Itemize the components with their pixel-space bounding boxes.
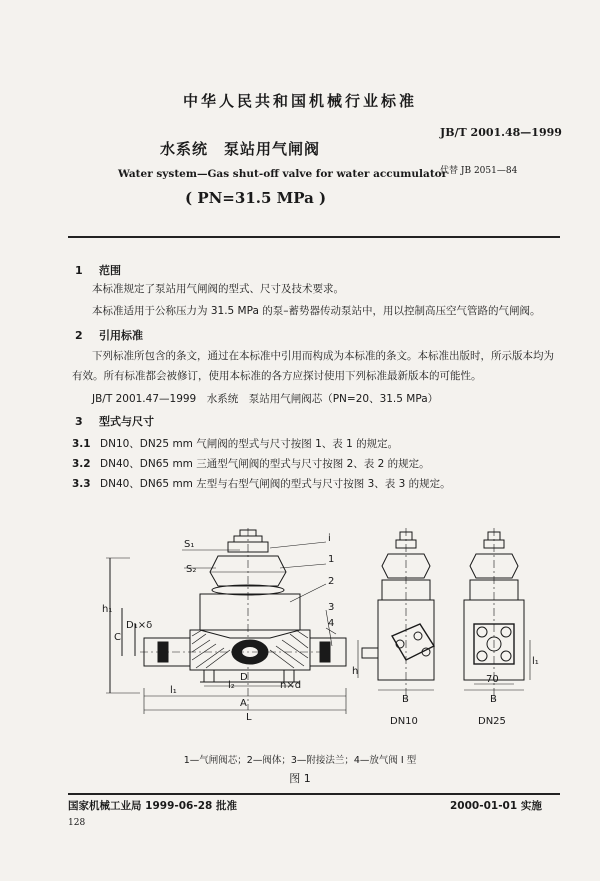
- label-l1: l₁: [170, 685, 177, 696]
- replaces-standard: 代替 JB 2051—84: [440, 166, 518, 176]
- clause-number: 3.1: [72, 438, 91, 450]
- label-dx: D₁×δ: [126, 620, 153, 631]
- label-dn25: DN25: [478, 716, 506, 727]
- label-b-dn10: B: [402, 694, 409, 705]
- label-s1: S₁: [184, 539, 195, 550]
- page-number: 128: [68, 818, 86, 828]
- label-b-dn25: B: [490, 694, 497, 705]
- figure-caption: 1—气闸阀芯；2—阀体；3—附接法兰；4—放气阀 I 型: [183, 755, 417, 766]
- title-english: Water system—Gas shut-off valve for water accumulator: [118, 168, 448, 180]
- section-1-para-2: 本标准适用于公称压力为 31.5 MPa 的泵–蓄势器传动泵站中，用以控制高压空气管路的气闸阀。: [92, 305, 541, 317]
- label-d: D: [240, 672, 248, 683]
- label-3: 3: [328, 602, 335, 613]
- label-a: A: [240, 698, 247, 709]
- section-number: 2: [75, 329, 83, 342]
- label-h1: h₁: [102, 604, 113, 615]
- label-1: 1: [328, 554, 335, 565]
- label-s2: S₂: [186, 564, 197, 575]
- section-2-heading: [75, 327, 143, 343]
- section-number: 3: [75, 415, 83, 428]
- label-nxd: n×d: [280, 680, 302, 691]
- nominal-pressure: ( PN=31.5 MPa ): [185, 189, 327, 207]
- clause-3-2: [72, 456, 430, 471]
- footer-rule: [68, 793, 560, 795]
- label-l2: l₂: [228, 680, 235, 691]
- figure-number: 图 1: [289, 772, 311, 785]
- title-chinese: 水系统 泵站用气闸阀: [160, 140, 321, 158]
- dn10-side-view: [358, 528, 434, 700]
- clause-text: DN40、DN65 mm 三通型气闸阀的型式与尺寸按图 2、表 2 的规定。: [100, 458, 430, 470]
- label-l: L: [246, 712, 252, 723]
- standard-number: JB/T 2001.48—1999: [440, 126, 562, 139]
- label-h-small: h: [352, 666, 359, 677]
- approval-note: 国家机械工业局 1999-06-28 批准: [68, 800, 237, 812]
- header-rule: [68, 236, 560, 238]
- label-i: i: [328, 533, 331, 544]
- issuing-organization: 中华人民共和国机械行业标准: [182, 92, 417, 110]
- section-number: 1: [75, 264, 83, 277]
- section-1-heading: [75, 262, 121, 278]
- section-1-para-1: 本标准规定了泵站用气闸阀的型式、尺寸及技术要求。: [92, 283, 344, 295]
- label-c: C: [114, 632, 121, 643]
- valve-technical-drawing: [100, 528, 540, 748]
- implementation-date: 2000-01-01 实施: [450, 800, 542, 812]
- label-l1-dn25: l₁: [532, 656, 539, 667]
- section-2-para-1: 下列标准所包含的条文，通过在本标准中引用而构成为本标准的条文。本标准出版时，所示版本均为有效。所有标准都会被修订，使用本标准的各方应探讨使用下列标准最新版本的可能性。: [72, 350, 554, 382]
- label-4: 4: [328, 618, 335, 629]
- label-70: 70: [486, 674, 499, 685]
- clause-number: 3.3: [72, 478, 91, 490]
- section-3-heading: [75, 413, 154, 429]
- section-2-reference: JB/T 2001.47—1999 水系统 泵站用气闸阀芯（PN=20、31.5 MPa）: [92, 393, 439, 405]
- clause-3-1: [72, 436, 398, 451]
- clause-number: 3.2: [72, 458, 91, 470]
- section-title: 范围: [99, 264, 121, 277]
- clause-text: DN10、DN25 mm 气闸阀的型式与尺寸按图 1、表 1 的规定。: [100, 438, 399, 450]
- label-2: 2: [328, 576, 335, 587]
- clause-text: DN40、DN65 mm 左型与右型气闸阀的型式与尺寸按图 3、表 3 的规定。: [100, 478, 451, 490]
- section-title: 型式与尺寸: [99, 415, 154, 428]
- section-title: 引用标准: [99, 329, 143, 342]
- label-dn10: DN10: [390, 716, 418, 727]
- clause-3-3: [72, 476, 451, 491]
